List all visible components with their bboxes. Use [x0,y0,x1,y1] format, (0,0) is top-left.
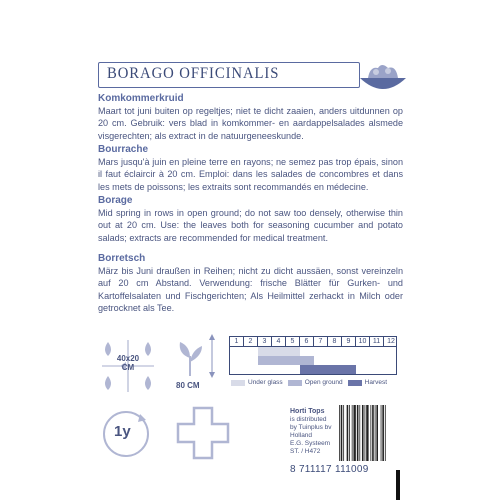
legend-swatch-harvest [348,380,362,386]
distributor-info [290,408,332,456]
brand-line: ST. / H472 [290,448,321,455]
calendar-legend [229,379,397,386]
calendar-cell [258,347,272,356]
height-label: 80 CM [176,381,200,390]
calendar-cell [230,365,244,374]
month-label: 9 [342,337,356,346]
barcode-bar [381,405,382,461]
calendar-cell [314,347,328,356]
calendar-cell [244,347,258,356]
month-label: 11 [370,337,384,346]
calendar-cell [328,365,342,374]
month-label: 4 [272,337,286,346]
month-label: 3 [258,337,272,346]
barcode-bar [349,405,350,461]
salad-bowl-icon [358,60,408,96]
calendar-row-harvest [229,365,397,375]
month-label: 5 [286,337,300,346]
sowing-calendar [229,336,397,386]
barcode-bar [343,405,344,461]
calendar-cell [230,347,244,356]
barcode-bar [341,405,343,461]
legend-under-glass: Under glass [248,379,283,386]
calendar-row-open-ground [229,356,397,365]
spacing-label: 40x20 CM [116,354,140,372]
brand-line: Holland [290,432,313,439]
barcode-bar [376,405,378,461]
barcode-bar [382,405,384,461]
barcode-bar [366,405,368,461]
calendar-cell [370,347,384,356]
calendar-cell [314,356,328,365]
calendar-cell [342,356,356,365]
section-german [98,253,403,314]
month-label: 2 [244,337,258,346]
calendar-cell [328,356,342,365]
calendar-cell [272,347,286,356]
calendar-cell [258,356,272,365]
section-body: Mars jusqu'à juin en pleine terre en rayons; ne semez pas trop épais, sinon il faut éclaircir à 20 cm. Emploi: dans les salades de concombres et dans les mets de poissons; les extraits sont recommandés en médecine. [98,157,403,192]
calendar-cell [342,347,356,356]
section-body: Maart tot juni buiten op regeltjes; niet te dicht zaaien, anders uitdunnen op 20 cm. Gebruik: vers blad in komkommer- en aardappelsalades alsmede visgerechten; als extract in de natuurgeneeskunde. [98,106,403,141]
calendar-cell [272,365,286,374]
legend-harvest: Harvest [364,379,388,386]
calendar-cell [286,347,300,356]
barcode-bar [357,405,359,461]
calendar-cell [384,356,398,365]
calendar-cell [384,365,398,374]
brand-line: is distributed [290,416,327,423]
calendar-cell [244,356,258,365]
barcode-bar [353,405,355,461]
calendar-cell [328,347,342,356]
brand-line: by Tuinplus bv [290,424,332,431]
calendar-cell [384,347,398,356]
medicinal-cross-icon [176,406,230,460]
legend-swatch-open-ground [288,380,302,386]
brand-line: E.G. Systeem [290,440,331,447]
brand-name: Horti Tops [290,408,325,415]
calendar-row-under-glass [229,347,397,356]
month-label: 1 [230,337,244,346]
barcode-bar [352,405,353,461]
calendar-cell [230,356,244,365]
section-body: März bis Juni draußen in Reihen; nicht zu dicht aussäen, sonst vereinzeln auf 20 cm Abstand. Verwendung: frische Blätter für Gurken- und Kartoffelsalaten und Fischgerichten; Als Heilmittel zerhackt in Milch oder getrocknet als Tee. [98,266,403,313]
packet-edge [396,470,400,500]
calendar-cell [300,347,314,356]
section-body: Mid spring in rows in open ground; do not saw too densely, otherwise thin out at 20 cm. Use: the leaves both for seasoning cucumber and potato salads; extracts are recommended for medical treatment. [98,208,403,243]
section-english [98,195,403,244]
barcode-bar [347,405,349,461]
calendar-cell [300,356,314,365]
calendar-cell [356,365,370,374]
barcode-bar [375,405,376,461]
calendar-cell [356,356,370,365]
month-label: 12 [387,338,395,345]
calendar-rows [229,347,397,375]
section-heading: Bourrache [98,144,149,155]
calendar-cell [286,356,300,365]
barcode-bar [385,405,386,461]
barcode-bar [372,405,374,461]
section-heading: Komkommerkruid [98,93,184,104]
calendar-cell [272,356,286,365]
barcode-bar [365,405,366,461]
section-heading: Borretsch [98,253,146,264]
section-dutch [98,93,403,142]
calendar-cell [286,365,300,374]
title-frame [98,62,360,88]
barcode-bar [362,405,364,461]
calendar-months [229,336,397,347]
barcode [338,405,403,463]
barcode-bar [370,405,371,461]
barcode-bar [339,405,340,461]
section-heading: Borage [98,195,133,206]
month-label: 6 [300,337,314,346]
barcode-bar [359,405,360,461]
botanical-title: BORAGO OFFICINALIS [107,65,280,82]
calendar-cell [258,365,272,374]
legend-swatch-under-glass [231,380,245,386]
legend-open-ground: Open ground [304,379,343,386]
calendar-cell [370,356,384,365]
month-label: 10 [356,337,370,346]
plant-height-icon [172,334,222,378]
barcode-digits: 8 711117 111009 [290,464,369,475]
calendar-cell [314,365,328,374]
calendar-cell [300,365,314,374]
month-label: 7 [314,337,328,346]
calendar-cell [244,365,258,374]
section-french [98,144,403,193]
month-label: 8 [328,337,342,346]
calendar-cell [342,365,356,374]
annual-label: 1y [114,423,131,440]
calendar-cell [370,365,384,374]
calendar-cell [356,347,370,356]
